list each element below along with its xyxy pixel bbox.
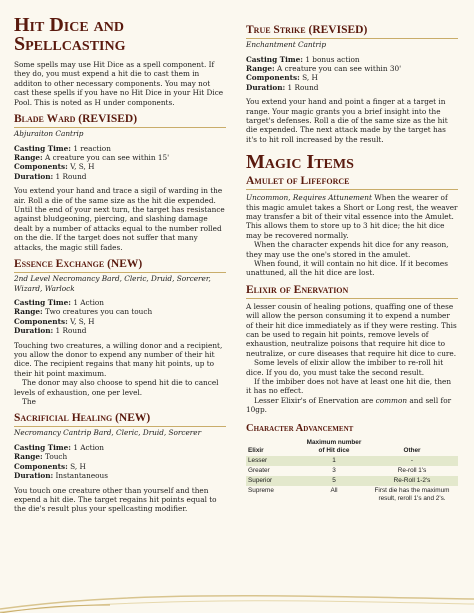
sacrificial-healing-range: Range: Touch — [14, 452, 68, 462]
essence-exchange-range: Range: Two creatures you can touch — [14, 307, 153, 317]
table-cell: Re-roll 1's — [397, 466, 427, 474]
table-cell: All — [330, 486, 338, 494]
true-strike-components: Components: S, H — [246, 73, 318, 83]
elixir-description-2: Some levels of elixir allow the imbiber to re-roll hit dice. If you do, you must take the second result. — [246, 358, 444, 377]
sacrificial-healing-description: You touch one creature other than yourself and then expend a hit die. The target regains hit points equal to the die's result plus your spellcasting modifier. — [14, 485, 217, 514]
blade-ward-school: Abjuraiton Cantrip — [14, 129, 84, 139]
amulet-description: Uncommon, Requires Attunement When the wearer of this magic amulet takes a Short or Long rest, the weaver may transfer a bit of their vital essence into the Amulet. This allows them to store up to 3 hit dice; the hit dice may be recovered normally. — [246, 193, 458, 240]
column-header: Maximum number of Hit dice — [306, 438, 362, 454]
left-column — [14, 16, 226, 514]
amulet-rarity: Uncommon, Requires Attunement — [246, 193, 372, 203]
intro-paragraph: Some spells may use Hit Dice as a spell component. If they do, you must expend a hit die to cast them in additon to other necessary components. You may not cast these spells if you have no Hit Dice in your Hit Dice Pool. This is noted as H under components. — [14, 60, 224, 107]
essence-exchange-duration: Duration: 1 Round — [14, 326, 87, 336]
table-cell: Lesser — [246, 456, 302, 466]
essence-exchange-components: Components: V, S, H — [14, 316, 95, 326]
table-cell: 3 — [332, 466, 336, 474]
blade-ward-description: You extend your hand and trace a sigil of warding in the air. Roll a die of the same size as the hit die expended. Until the end of your next turn, the target has resistance against bludgeoning, piercing, and slashing damage dealt by a number of attacks equal to the number rolled on the die. If the target does not suffer that many attacks, the magic still fades. — [14, 186, 225, 252]
elixir-description-3: If the imbiber does not have at least one hit die, then it has no effect. — [246, 377, 452, 396]
true-strike-range: Range: A creature you can see within 30' — [246, 63, 402, 73]
true-strike-heading: True Strike (REVISED) — [246, 24, 458, 39]
table-cell: Supreme — [248, 486, 274, 494]
blade-ward-range: Range: A creature you can see within 15' — [14, 152, 170, 162]
page-title: Hit Dice and Spellcasting — [14, 14, 126, 55]
true-strike-school: Enchantment Cantrip — [246, 40, 327, 49]
table-cell: Greater — [248, 466, 270, 474]
amulet-description-3: When found, it will contain no hit dice. If it becomes unattuned, all the hit dice are lost. — [246, 259, 448, 278]
essence-exchange-description-3: The — [22, 397, 36, 407]
essence-exchange-description: Touching two creatures, a willing donor and a recipient, you allow the donor to expend any number of their hit dice. The recipient regains that many hit points, up to their hit point maximum. — [14, 340, 223, 378]
table-cell: 1 — [302, 456, 366, 466]
essence-exchange-heading: Essence Exchange (NEW) — [14, 258, 226, 273]
blade-ward-heading: Blade Ward (REVISED) — [14, 113, 226, 128]
essence-exchange-casting-time: Casting Time: 1 Action — [14, 298, 105, 307]
sacrificial-healing-casting-time: Casting Time: 1 Action — [14, 442, 105, 452]
advancement-table — [246, 438, 458, 504]
column-header: Elixir — [248, 446, 264, 454]
table-row — [246, 456, 458, 466]
table-row — [246, 476, 458, 486]
footer-flourish — [0, 587, 474, 613]
true-strike-duration: Duration: 1 Round — [246, 82, 319, 92]
sacrificial-healing-heading: Sacrificial Healing (NEW) — [14, 412, 226, 427]
table-cell: - — [366, 456, 458, 466]
column-header: Other — [403, 446, 421, 454]
essence-exchange-description-2: The donor may also choose to spend hit die to cancel levels of exhaustion, one per level. — [14, 378, 219, 397]
sacrificial-healing-duration: Duration: Instantaneous — [14, 471, 108, 481]
sacrificial-healing-components: Components: S, H — [14, 461, 86, 471]
amulet-description-2: When the character expends hit dice for any reason, they may use the one's stored in the amulet. — [246, 240, 449, 259]
right-column — [246, 24, 458, 504]
elixir-heading: Elixir of Enervation — [246, 284, 458, 299]
magic-items-heading: Magic Items — [246, 151, 354, 174]
blade-ward-components: Components: V, S, H — [14, 162, 95, 172]
table-row — [246, 466, 458, 476]
advancement-table-header — [246, 438, 458, 456]
essence-exchange-school: 2nd Level Necromancy Bard, Cleric, Druid, Sorcerer, Wizard, Warlock — [14, 274, 211, 293]
elixir-description-4: Lesser Elixir's of Enervation are common and sell for 10gp. — [246, 395, 452, 415]
advancement-heading: Character Advancement — [246, 422, 354, 434]
sacrificial-healing-school: Necromancy Cantrip Bard, Cleric, Druid, Sorcerer — [14, 428, 202, 438]
amulet-heading: Amulet of Lifeforce — [246, 175, 458, 190]
elixir-description: A lesser cousin of healing potions, quaffing one of these will allow the person consuming it to expend a number of their hit dice immediately as if they were resting. This can be used to regain hit points, remove levels of exhaustion, neutralize poisons that require hit dice to neutralize, or cure diseases that require hit dice to cure. — [246, 301, 457, 358]
blade-ward-casting-time: Casting Time: 1 reaction — [14, 143, 111, 153]
blade-ward-duration: Duration: 1 Round — [14, 171, 87, 181]
true-strike-casting-time: Casting Time: 1 bonus action — [246, 54, 360, 64]
table-cell: 5 — [302, 476, 366, 486]
table-cell: Superior — [246, 476, 302, 486]
table-cell: Re-Roll 1-2's — [366, 476, 458, 486]
table-row — [246, 486, 458, 504]
table-cell: First die has the maximum result, reroll 1's and 2's. — [374, 486, 450, 502]
true-strike-description: You extend your hand and point a finger at a target in range. Your magic grants you a brief insight into the target's defenses. Roll a die of the same size as the hit die expended. The next attack made by the target has it's to hit roll increased by the result. — [246, 97, 448, 144]
